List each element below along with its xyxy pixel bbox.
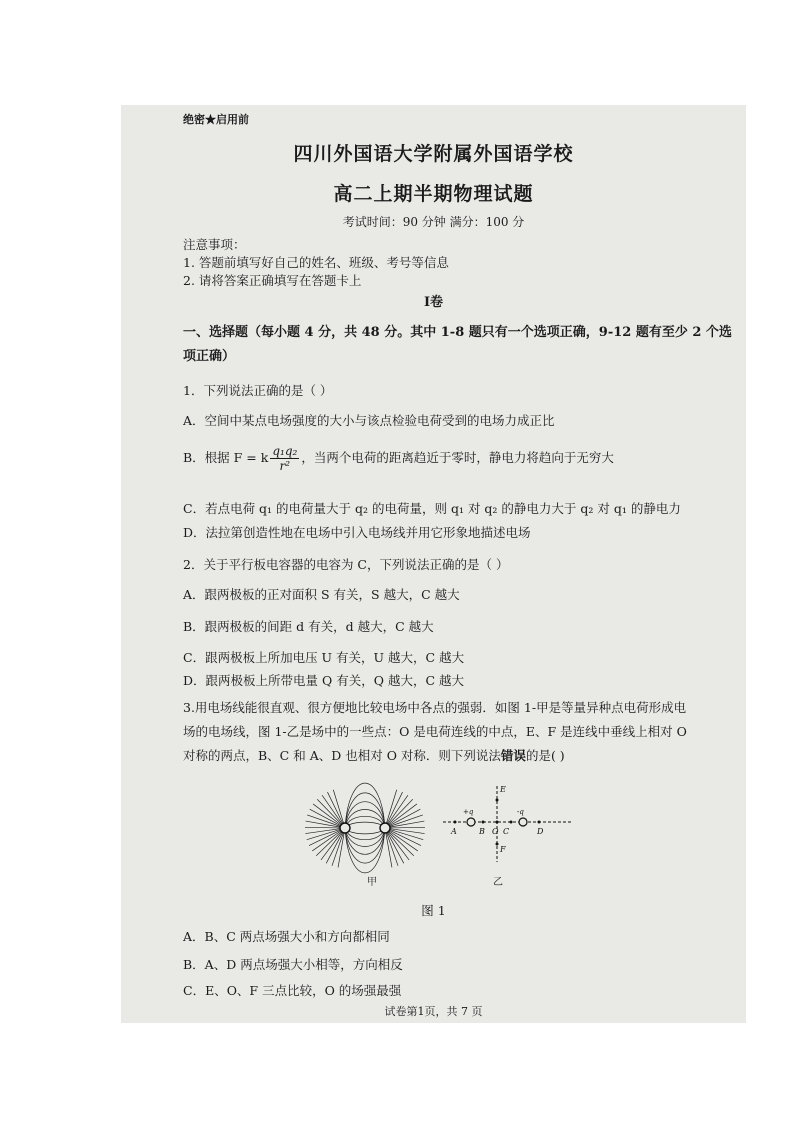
notes-item-1: 1. 答题前填写好自己的姓名、班级、考号等信息	[183, 255, 449, 270]
q3-option-c: C．E、O、F 三点比较，O 的场强最强	[183, 983, 402, 998]
formula-numerator: q₁q₂	[272, 444, 298, 458]
q1-option-b-prefix: B．根据 F = k	[183, 450, 269, 465]
q3-stem-line3-post: 的是( )	[525, 748, 565, 763]
exam-meta: 考试时间：90 分钟 满分：100 分	[342, 215, 525, 229]
point-b-marker	[482, 821, 485, 824]
point-o-marker	[496, 821, 499, 824]
field-line	[338, 833, 344, 867]
q1-option-b	[183, 445, 614, 472]
formula-denominator: r²	[279, 459, 291, 473]
label-c: C	[503, 827, 510, 836]
plus-charge-marker	[467, 818, 475, 826]
q1-option-d: D．法拉第创造性地在电场中引入电场线并用它形象地描述电场	[183, 525, 531, 540]
q1-option-c: C．若点电荷 q₁ 的电荷量大于 q₂ 的电荷量，则 q₁ 对 q₂ 的静电力大于 q₂ 对 q₁ 的静电力	[183, 501, 681, 516]
q2-option-c: C．跟两极板上所加电压 U 有关，U 越大，C 越大	[183, 650, 465, 665]
label-d: D	[537, 827, 544, 836]
field-line	[390, 821, 424, 827]
q1-stem: 1．下列说法正确的是（ ）	[183, 383, 333, 398]
figure-caption: 图 1	[421, 903, 446, 918]
q3-stem-line3	[183, 746, 565, 764]
field-line	[345, 828, 385, 834]
field-line	[305, 827, 340, 828]
page-footer: 试卷第1页，共 7 页	[384, 1005, 483, 1018]
section-heading: 一、选择题（每小题 4 分，共 48 分。其中 1-8 题只有一个选项正确，9-12 题有至少 2 个选	[183, 325, 732, 340]
point-d-marker	[538, 821, 541, 824]
figure-label-left: 甲	[367, 877, 377, 888]
notes-title: 注意事项：	[183, 237, 246, 252]
exam-title: 高二上期半期物理试题	[333, 183, 534, 205]
q3-option-b: B．A、D 两点场强大小相等，方向相反	[183, 957, 403, 972]
point-c-marker	[510, 821, 513, 824]
field-line	[316, 831, 341, 855]
school-name: 四川外国语大学附属外国语学校	[293, 143, 574, 165]
field-line	[390, 827, 425, 828]
q3-stem-line3-pre: 对称的两点，B、C 和 A、D 也相对 O 对称．则下列说法	[183, 748, 501, 763]
field-line	[388, 799, 412, 824]
q2-option-a: A．跟两极板的正对面积 S 有关，S 越大，C 越大	[183, 587, 460, 602]
field-line	[317, 799, 341, 824]
q2-stem: 2．关于平行板电容器的电容为 C，下列说法正确的是（ ）	[183, 557, 509, 572]
positive-charge	[340, 823, 350, 833]
field-line	[389, 831, 414, 855]
point-layout-diagram	[439, 780, 575, 870]
minus-charge-marker	[519, 818, 527, 826]
q3-stem-line1: 3.用电场线能很直观、很方便地比较电场中各点的强弱．如图 1-甲是等量异种点电荷形成电	[183, 700, 687, 715]
label-o: O	[492, 827, 499, 836]
label-f: F	[500, 845, 506, 854]
formula-fraction	[270, 445, 299, 472]
label-a: A	[451, 827, 457, 836]
secret-label: 绝密★启用前	[183, 113, 249, 126]
q3-stem-emphasis: 错误	[500, 748, 526, 763]
field-line-group	[305, 783, 425, 873]
notes-item-2: 2. 请将答案正确填写在答题卡上	[183, 273, 362, 288]
q1-option-a: A．空间中某点电场强度的大小与该点检验电荷受到的电场力成正比	[183, 413, 555, 428]
point-a-marker	[454, 821, 457, 824]
label-b: B	[479, 827, 485, 836]
label-plus-q: +q	[463, 808, 474, 816]
figure-label-right: 乙	[493, 877, 503, 888]
field-line	[345, 809, 385, 828]
negative-charge	[380, 823, 390, 833]
field-lines-diagram	[305, 778, 439, 884]
q2-option-d: D．跟两极板上所带电量 Q 有关，Q 越大，C 越大	[183, 673, 464, 688]
section-heading-cont: 项正确）	[183, 349, 236, 364]
q2-option-b: B．跟两极板的间距 d 有关，d 越大，C 越大	[183, 619, 434, 634]
q3-option-a: A．B、C 两点场强大小和方向都相同	[183, 929, 390, 944]
field-line	[345, 822, 385, 828]
volume-label: I卷	[423, 295, 444, 310]
field-line	[345, 828, 385, 847]
point-f-marker	[496, 843, 499, 846]
q3-stem-line2: 场的电场线，图 1-乙是场中的一些点：O 是电荷连线的中点，E、F 是连线中垂线上相对 O	[183, 724, 687, 739]
point-e-marker	[496, 799, 499, 802]
field-line	[345, 783, 385, 828]
field-line	[345, 828, 385, 873]
label-e: E	[500, 785, 506, 794]
label-minus-q: -q	[517, 808, 524, 816]
field-line	[386, 833, 392, 867]
exam-paper	[121, 105, 746, 1023]
field-line	[306, 821, 340, 827]
q1-option-b-suffix: ，当两个电荷的距离趋近于零时，静电力将趋向于无穷大	[301, 450, 614, 465]
